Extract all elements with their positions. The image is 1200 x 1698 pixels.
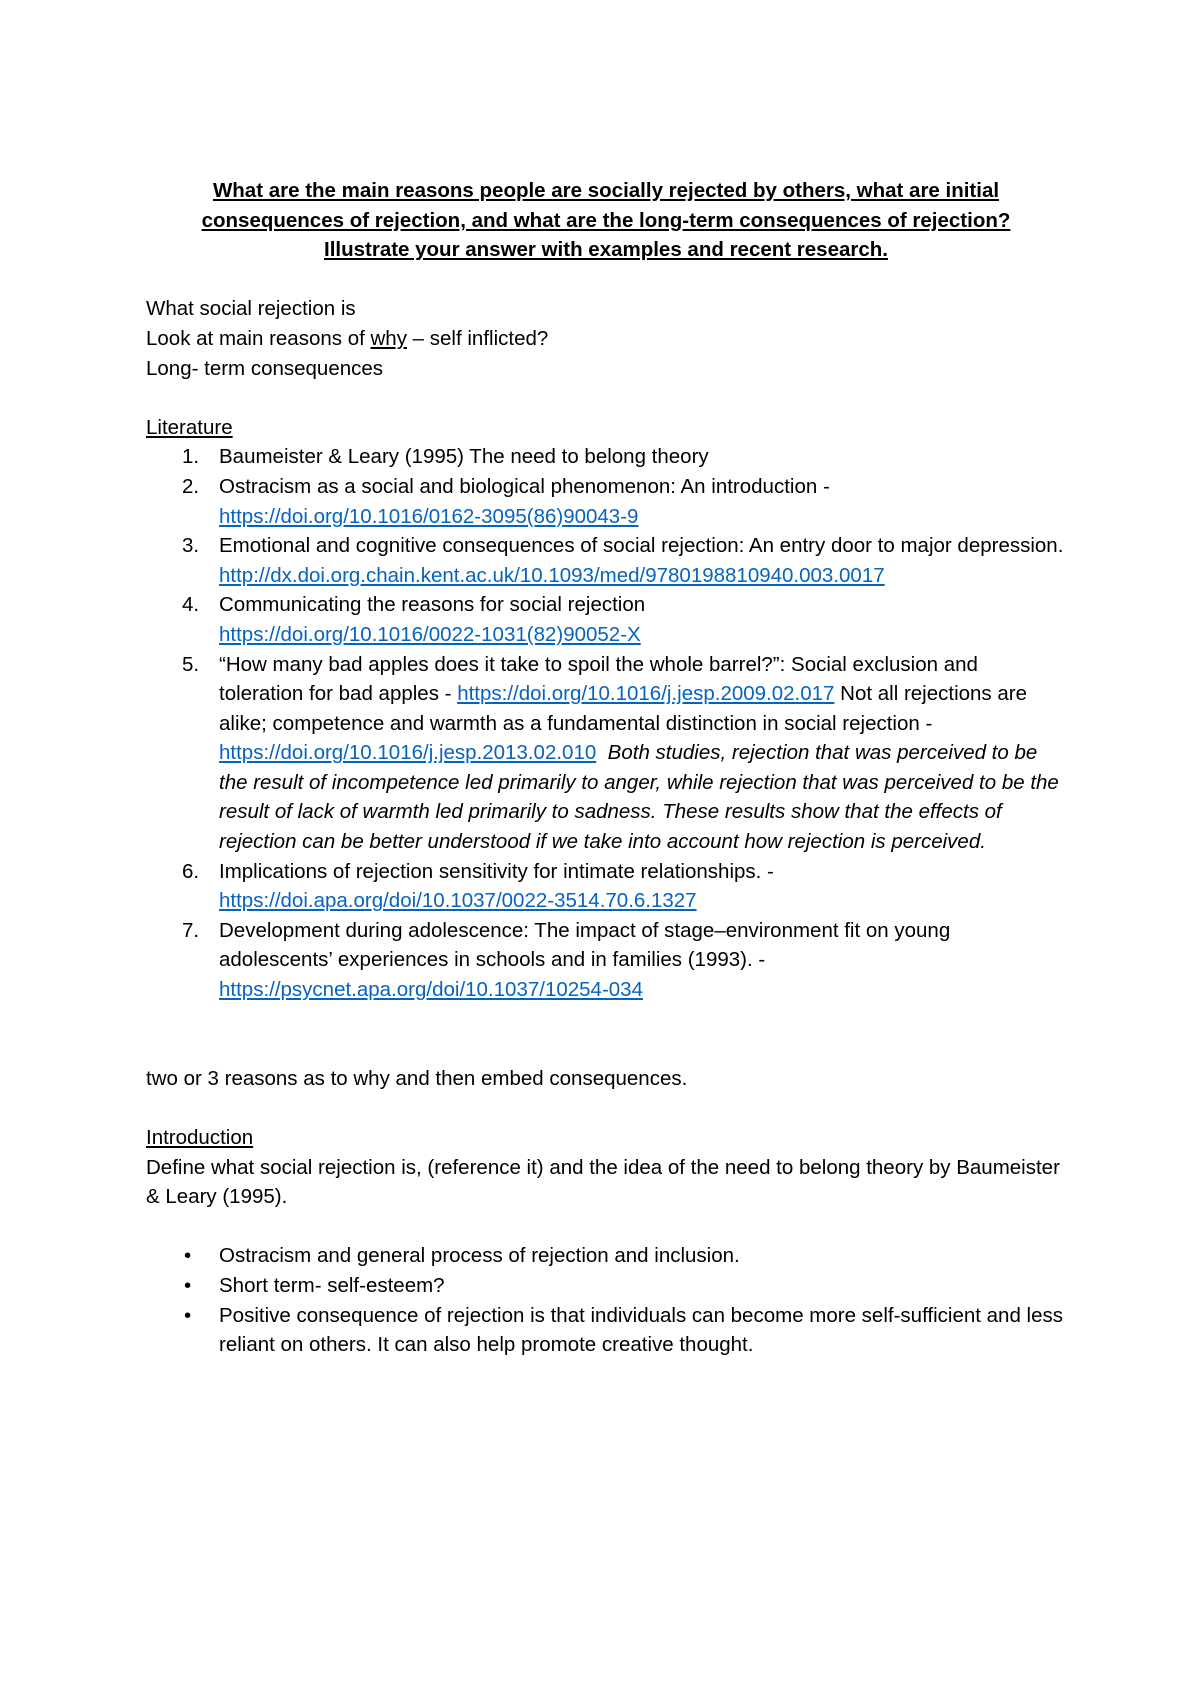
- bullet-text: Positive consequence of rejection is that individuals can become more self-sufficient and less reliant on others. It can also help promote creative thought.: [219, 1303, 1063, 1357]
- note-line-2: [146, 324, 1066, 354]
- essay-question-line-2: consequences of rejection, and what are the long-term consequences of rejection?: [201, 208, 1011, 232]
- list-item: [146, 531, 1066, 590]
- reference-text: “How many bad apples does it take to spoil the whole barrel?”: Social exclusion and toleration for bad apples -: [219, 652, 978, 706]
- literature-list: [146, 442, 1066, 1004]
- reference-link[interactable]: https://doi.org/10.1016/0022-1031(82)90052-X: [219, 622, 641, 646]
- bullet-text: Short term- self-esteem?: [219, 1273, 445, 1297]
- list-number: 1.: [182, 445, 200, 469]
- reference-link[interactable]: https://doi.apa.org/doi/10.1037/0022-3514.70.6.1327: [219, 889, 697, 913]
- essay-question: [146, 176, 1066, 265]
- reference-text: Implications of rejection sensitivity for intimate relationships. -: [219, 859, 774, 883]
- reference-link[interactable]: https://psycnet.apa.org/doi/10.1037/10254-034: [219, 978, 643, 1002]
- reference-text: Ostracism as a social and biological phenomenon: An introduction -: [219, 474, 830, 498]
- reference-link[interactable]: https://doi.org/10.1016/j.jesp.2013.02.010: [219, 741, 597, 765]
- introduction-bullets: [146, 1241, 1066, 1359]
- list-number: 7.: [182, 918, 200, 942]
- plan-note: two or 3 reasons as to why and then embed consequences.: [146, 1066, 688, 1090]
- reference-text: Communicating the reasons for social rejection: [219, 593, 646, 617]
- reference-text: Not all rejections are alike; competence and warmth as a fundamental distinction in social rejection -: [219, 682, 1028, 735]
- list-item: [146, 916, 1066, 1005]
- list-item: [146, 1241, 1066, 1271]
- list-number: 6.: [182, 859, 200, 883]
- reference-link[interactable]: https://doi.org/10.1016/j.jesp.2009.02.017: [457, 682, 835, 706]
- note-underlined-why: why: [370, 326, 407, 350]
- list-number: 2.: [182, 474, 200, 498]
- note-line-1: What social rejection is: [146, 297, 356, 321]
- planning-notes: [146, 294, 1066, 383]
- reference-summary: Both studies, rejection that was perceived to be the result of incompetence led primarily to anger, while rejection that was perceived to be the result of lack of warmth led primarily to sadness. These results show that the effects of rejection can be better understood if we take into account how rejection is perceived.: [219, 741, 1059, 854]
- list-item: [146, 1301, 1066, 1360]
- note-line-3: Long- term consequences: [146, 356, 384, 380]
- list-item: [146, 650, 1066, 857]
- bullet-icon: •: [184, 1244, 192, 1268]
- list-item: [146, 472, 1066, 531]
- essay-question-line-1: What are the main reasons people are socially rejected by others, what are initial: [212, 179, 1000, 202]
- reference-text: Baumeister & Leary (1995) The need to belong theory: [219, 445, 709, 469]
- note-line-2-start: Look at main reasons of: [146, 326, 371, 350]
- reference-text: Development during adolescence: The impact of stage–environment fit on young adolescents’ experiences in schools and in families (1993). -: [219, 918, 951, 972]
- list-item: [146, 857, 1066, 916]
- list-number: 5.: [182, 652, 200, 676]
- note-line-2-end: – self inflicted?: [406, 326, 549, 350]
- reference-link[interactable]: https://doi.org/10.1016/0162-3095(86)90043-9: [219, 504, 639, 528]
- list-item: [146, 590, 1066, 649]
- reference-text: Emotional and cognitive consequences of social rejection: An entry door to major depression.: [219, 534, 1064, 558]
- introduction-heading: Introduction: [146, 1126, 254, 1149]
- bullet-icon: •: [184, 1303, 192, 1327]
- essay-question-line-3: Illustrate your answer with examples and recent research.: [324, 238, 888, 262]
- bullet-icon: •: [184, 1273, 192, 1297]
- list-item: [146, 1271, 1066, 1301]
- list-number: 3.: [182, 534, 200, 558]
- list-item: [146, 442, 1066, 472]
- document-page: [146, 176, 1066, 1360]
- bullet-text: Ostracism and general process of rejection and inclusion.: [219, 1244, 740, 1268]
- literature-heading: Literature: [146, 415, 233, 439]
- list-number: 4.: [182, 593, 200, 617]
- reference-link[interactable]: http://dx.doi.org.chain.kent.ac.uk/10.1093/med/9780198810940.003.0017: [219, 563, 885, 587]
- introduction-body: Define what social rejection is, (reference it) and the idea of the need to belong theory by Baumeister & Leary (1995).: [146, 1155, 1060, 1209]
